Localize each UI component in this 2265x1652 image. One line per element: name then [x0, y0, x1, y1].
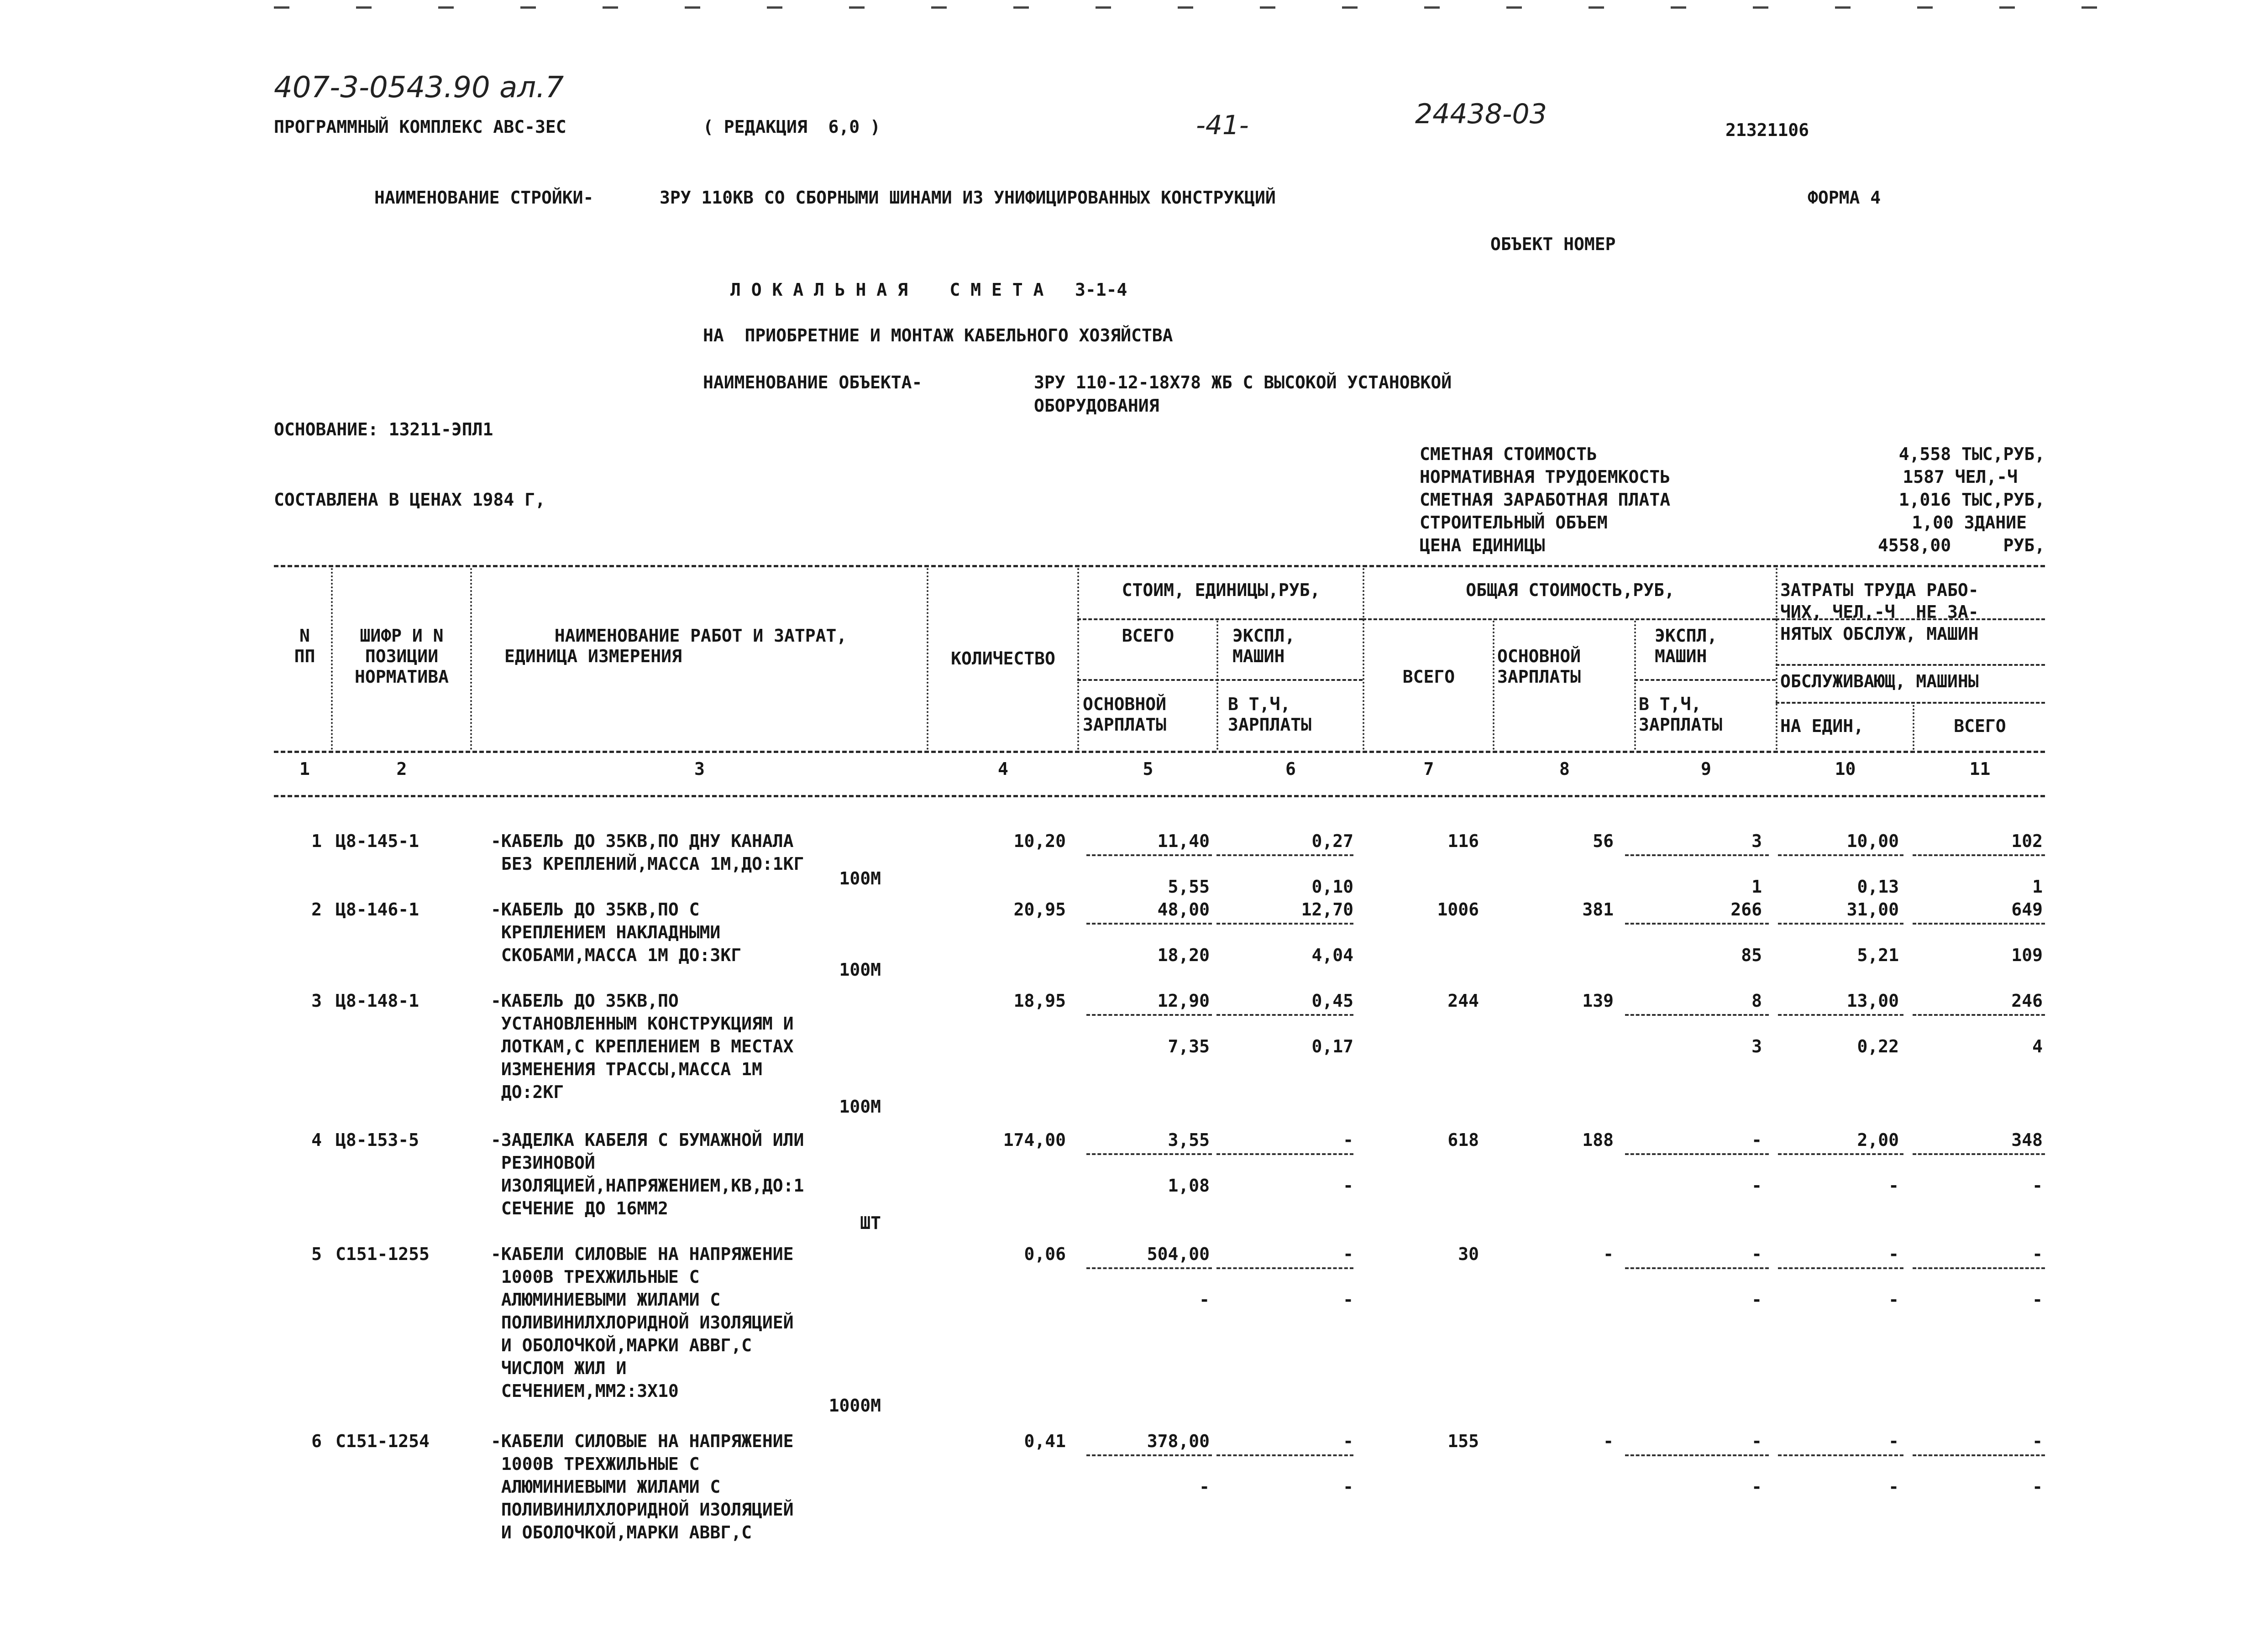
row-qty: 0,41 [1024, 1431, 1066, 1451]
col-header-c11: ВСЕГО [1954, 716, 2006, 736]
value-separator [1086, 923, 1212, 925]
col-divider [1493, 621, 1494, 750]
handwritten-doc-code: 407-3-0543.90 ал.7 [274, 71, 564, 105]
row-c9b: - [1751, 1477, 1762, 1497]
object-number: ОБЪЕКТ НОМЕР [1490, 234, 1616, 254]
row-description: БЕЗ КРЕПЛЕНИЙ,МАССА 1М,ДО:1КГ [491, 854, 804, 874]
row-c6b: 4,04 [1311, 945, 1353, 965]
perforation-mark [603, 6, 618, 9]
col-header-name: НАИМЕНОВАНИЕ РАБОТ И ЗАТРАТ, [554, 626, 847, 646]
row-c5b: - [1199, 1290, 1210, 1310]
value-separator [1778, 1267, 1903, 1269]
col-header-c9: ЗАРПЛАТЫ [1639, 715, 1723, 735]
col-divider [1634, 621, 1636, 750]
row-c10b: 0,22 [1857, 1036, 1899, 1056]
row-code: Ц8-145-1 [336, 831, 419, 851]
row-c6b: - [1343, 1477, 1353, 1497]
row-c6b: 0,17 [1311, 1036, 1353, 1056]
perforation-mark [438, 6, 454, 9]
summary-value: 1587 ЧЕЛ,-Ч [1903, 467, 2018, 487]
value-separator [1913, 854, 2045, 856]
row-c10b: - [1888, 1290, 1899, 1310]
row-c5: 12,90 [1157, 991, 1210, 1011]
row-qty: 18,95 [1013, 991, 1066, 1011]
row-description: ПОЛИВИНИЛХЛОРИДНОЙ ИЗОЛЯЦИЕЙ [491, 1500, 794, 1520]
perforation-mark [1753, 6, 1768, 9]
row-description: 1000В ТРЕХЖИЛЬНЫЕ С [491, 1267, 700, 1287]
perforation-mark [520, 6, 536, 9]
column-numbers-rule [274, 795, 2045, 797]
row-c5: 48,00 [1157, 899, 1210, 920]
row-c9b: 85 [1741, 945, 1762, 965]
summary-value: 4558,00 РУБ, [1877, 535, 2045, 555]
col-divider [1363, 568, 1364, 750]
document-id: 21321106 [1725, 120, 1809, 140]
value-separator [1625, 1454, 1769, 1456]
row-unit: 100М [839, 960, 881, 980]
form-number: ФОРМА 4 [1808, 188, 1881, 208]
row-c6b: - [1343, 1176, 1353, 1196]
row-description: ИЗОЛЯЦИЕЙ,НАПРЯЖЕНИЕМ,КВ,ДО:1 [491, 1176, 804, 1196]
row-code: С151-1255 [336, 1244, 430, 1264]
value-separator [1778, 923, 1903, 925]
row-description: И ОБОЛОЧКОЙ,МАРКИ АВВГ,С [491, 1522, 752, 1542]
value-separator [1216, 854, 1353, 856]
column-number: 3 [694, 759, 705, 779]
basis: ОСНОВАНИЕ: 13211-ЭПЛ1 [274, 419, 493, 439]
header-rule-unitcost-2 [1077, 679, 1363, 681]
row-code: Ц8-153-5 [336, 1130, 419, 1150]
perforation-mark [1342, 6, 1358, 9]
row-c6: - [1343, 1244, 1353, 1264]
row-description: ИЗМЕНЕНИЯ ТРАССЫ,МАССА 1М [491, 1059, 762, 1079]
row-description: УСТАНОВЛЕННЫМ КОНСТРУКЦИЯМ И [491, 1014, 794, 1034]
row-c5: 11,40 [1157, 831, 1210, 851]
summary-value: 1,016 ТЫС,РУБ, [1898, 490, 2045, 510]
col-header-c5: ВСЕГО [1122, 626, 1174, 646]
col-header-c7: ВСЕГО [1402, 667, 1455, 687]
row-description: -ЗАДЕЛКА КАБЕЛЯ С БУМАЖНОЙ ИЛИ [491, 1130, 804, 1150]
row-c10b: 0,13 [1857, 877, 1899, 897]
value-separator [1086, 1454, 1212, 1456]
value-separator [1216, 1153, 1353, 1155]
summary-label: СМЕТНАЯ СТОИМОСТЬ [1420, 444, 1597, 464]
row-c11: 246 [2011, 991, 2043, 1011]
col-header-labor: ОБСЛУЖИВАЮЩ, МАШИНЫ [1780, 671, 1979, 691]
column-number: 1 [299, 759, 310, 779]
row-number: 6 [311, 1431, 322, 1451]
row-c7: 1006 [1437, 899, 1479, 920]
row-c11: 649 [2011, 899, 2043, 920]
row-c8: - [1603, 1244, 1614, 1264]
value-separator [1216, 1454, 1353, 1456]
row-c11: 102 [2011, 831, 2043, 851]
row-c10b: 5,21 [1857, 945, 1899, 965]
object-name-line1: ЗРУ 110-12-18Х78 ЖБ С ВЫСОКОЙ УСТАНОВКОЙ [1034, 372, 1452, 392]
row-c10: 31,00 [1846, 899, 1899, 920]
row-number: 2 [311, 899, 322, 920]
column-number: 5 [1143, 759, 1153, 779]
row-description: РЕЗИНОВОЙ [491, 1153, 595, 1173]
value-separator [1625, 1267, 1769, 1269]
row-c7: 618 [1447, 1130, 1479, 1150]
row-c11b: - [2032, 1290, 2043, 1310]
object-label: НАИМЕНОВАНИЕ ОБЪЕКТА- [703, 372, 923, 392]
row-c11: - [2032, 1431, 2043, 1451]
row-description: 1000В ТРЕХЖИЛЬНЫЕ С [491, 1454, 700, 1474]
header-rule-c9 [1634, 679, 1776, 681]
row-description: КРЕПЛЕНИЕМ НАКЛАДНЫМИ [491, 922, 721, 942]
row-c11b: 109 [2011, 945, 2043, 965]
row-c11b: - [2032, 1477, 2043, 1497]
row-c10: - [1888, 1244, 1899, 1264]
estimate-title: Л О К А Л Ь Н А Я С М Е Т А 3-1-4 [730, 280, 1127, 300]
header-rule-unitcost [1077, 618, 1363, 620]
row-c9b: - [1751, 1290, 1762, 1310]
perforation-mark [767, 6, 782, 9]
row-description: ДО:2КГ [491, 1082, 564, 1102]
row-description: АЛЮМИНИЕВЫМИ ЖИЛАМИ С [491, 1290, 721, 1310]
col-header-c8: ЗАРПЛАТЫ [1497, 667, 1581, 687]
col-header-c8: ОСНОВНОЙ [1497, 646, 1581, 666]
summary-value: 4,558 ТЫС,РУБ, [1898, 444, 2045, 464]
perforation-mark [849, 6, 865, 9]
row-c5b: 7,35 [1168, 1036, 1210, 1056]
row-description: -КАБЕЛИ СИЛОВЫЕ НА НАПРЯЖЕНИЕ [491, 1244, 794, 1264]
row-qty: 174,00 [1003, 1130, 1066, 1150]
row-code: Ц8-146-1 [336, 899, 419, 920]
row-description: СЕЧЕНИЕМ,ММ2:3Х10 [491, 1381, 679, 1401]
estimate-subtitle: НА ПРИОБРЕТНИЕ И МОНТАЖ КАБЕЛЬНОГО ХОЗЯЙСТВА [703, 325, 1173, 345]
summary-value: 1,00 ЗДАНИЕ [1912, 512, 2027, 533]
row-number: 4 [311, 1130, 322, 1150]
row-c7: 244 [1447, 991, 1479, 1011]
row-c7: 30 [1458, 1244, 1479, 1264]
col-header-code: НОРМАТИВА [355, 667, 449, 687]
row-c5b: - [1199, 1477, 1210, 1497]
col-header-c9: МАШИН [1655, 646, 1707, 666]
construction-label: НАИМЕНОВАНИЕ СТРОЙКИ- [374, 188, 594, 208]
header-rule-totalcost [1363, 618, 1776, 620]
header-bottom-rule [274, 751, 2045, 753]
col-header-code: ШИФР И N [360, 626, 444, 646]
row-unit: 100М [839, 1097, 881, 1117]
col-header-n: ПП [294, 646, 315, 666]
table-top-rule [274, 565, 2045, 567]
row-c8: 188 [1582, 1130, 1614, 1150]
perforation-mark [1917, 6, 1933, 9]
value-separator [1086, 1153, 1212, 1155]
value-separator [1216, 923, 1353, 925]
row-unit: 1000М [828, 1396, 881, 1416]
col-divider [1776, 568, 1777, 750]
row-c6: 12,70 [1301, 899, 1353, 920]
program-name: ПРОГРАММНЫЙ КОМПЛЕКС АВС-3ЕС [274, 117, 566, 137]
col-header-c10: НА ЕДИН, [1780, 716, 1864, 736]
col-header-labor: НЯТЫХ ОБСЛУЖ, МАШИН [1780, 624, 1979, 644]
row-c8: - [1603, 1431, 1614, 1451]
row-c6: 0,27 [1311, 831, 1353, 851]
row-description: -КАБЕЛЬ ДО 35КВ,ПО [491, 991, 679, 1011]
value-separator [1913, 923, 2045, 925]
value-separator [1086, 1014, 1212, 1016]
row-c5b: 18,20 [1157, 945, 1210, 965]
col-header-c6: МАШИН [1232, 646, 1285, 666]
perforation-mark [1424, 6, 1440, 9]
value-separator [1216, 1014, 1353, 1016]
col-divider [927, 568, 928, 750]
perforation-mark [274, 6, 289, 9]
perforation-mark [1260, 6, 1275, 9]
column-number: 2 [396, 759, 407, 779]
col-header-unit-cost: СТОИМ, ЕДИНИЦЫ,РУБ, [1122, 580, 1321, 600]
row-c11b: 4 [2032, 1036, 2043, 1056]
value-separator [1625, 1153, 1769, 1155]
row-c9: 8 [1751, 991, 1762, 1011]
row-c9b: 1 [1751, 877, 1762, 897]
value-separator [1778, 1153, 1903, 1155]
col-header-c6: В Т,Ч, [1228, 694, 1291, 714]
row-c8: 139 [1582, 991, 1614, 1011]
value-separator [1625, 923, 1769, 925]
perforation-mark [1096, 6, 1111, 9]
row-number: 3 [311, 991, 322, 1011]
col-header-code: ПОЗИЦИИ [365, 646, 439, 666]
row-description: ЧИСЛОМ ЖИЛ И [491, 1358, 627, 1378]
value-separator [1216, 1267, 1353, 1269]
row-unit: ШТ [860, 1213, 881, 1233]
value-separator [1086, 854, 1212, 856]
col-header-c6: ЭКСПЛ, [1232, 626, 1295, 646]
row-c9b: - [1751, 1176, 1762, 1196]
value-separator [1625, 854, 1769, 856]
value-separator [1913, 1014, 2045, 1016]
column-number: 7 [1423, 759, 1434, 779]
object-name-line2: ОБОРУДОВАНИЯ [1034, 396, 1159, 416]
row-c7: 116 [1447, 831, 1479, 851]
col-header-c5: ОСНОВНОЙ [1083, 694, 1167, 714]
row-c5b: 5,55 [1168, 877, 1210, 897]
perforation-mark [685, 6, 700, 9]
col-header-c9: ЭКСПЛ, [1655, 626, 1718, 646]
value-separator [1778, 854, 1903, 856]
row-c6: - [1343, 1130, 1353, 1150]
row-c6: 0,45 [1311, 991, 1353, 1011]
row-c11b: - [2032, 1176, 2043, 1196]
row-c8: 56 [1593, 831, 1614, 851]
column-number: 8 [1559, 759, 1570, 779]
row-qty: 0,06 [1024, 1244, 1066, 1264]
col-divider [470, 568, 472, 750]
row-description: АЛЮМИНИЕВЫМИ ЖИЛАМИ С [491, 1477, 721, 1497]
row-c7: 155 [1447, 1431, 1479, 1451]
value-separator [1913, 1153, 2045, 1155]
perforation-mark [1671, 6, 1686, 9]
header-rule-labor-2 [1776, 664, 2045, 666]
col-header-labor: ЗАТРАТЫ ТРУДА РАБО- [1780, 580, 1979, 600]
perforation-mark [356, 6, 372, 9]
summary-label: СМЕТНАЯ ЗАРАБОТНАЯ ПЛАТА [1420, 490, 1671, 510]
row-qty: 20,95 [1013, 899, 1066, 920]
row-qty: 10,20 [1013, 831, 1066, 851]
value-separator [1778, 1014, 1903, 1016]
header-rule-labor-3 [1776, 702, 2045, 704]
perforation-mark [2081, 6, 2097, 9]
row-c9: 266 [1730, 899, 1762, 920]
row-c10: - [1888, 1431, 1899, 1451]
col-divider [1077, 568, 1079, 750]
row-description: -КАБЕЛЬ ДО 35КВ,ПО ДНУ КАНАЛА [491, 831, 794, 851]
row-code: С151-1254 [336, 1431, 430, 1451]
summary-label: СТРОИТЕЛЬНЫЙ ОБЪЕМ [1420, 512, 1608, 533]
col-header-name: ЕДИНИЦА ИЗМЕРЕНИЯ [504, 646, 682, 666]
row-description: СЕЧЕНИЕ ДО 16ММ2 [491, 1198, 668, 1218]
value-separator [1913, 1267, 2045, 1269]
handwritten-project-code: 24438-03 [1415, 98, 1547, 130]
row-c6b: 0,10 [1311, 877, 1353, 897]
row-description: ПОЛИВИНИЛХЛОРИДНОЙ ИЗОЛЯЦИЕЙ [491, 1312, 794, 1333]
value-separator [1625, 1014, 1769, 1016]
col-header-n: N [299, 626, 310, 646]
row-c11: 348 [2011, 1130, 2043, 1150]
row-c9: 3 [1751, 831, 1762, 851]
row-unit: 100М [839, 868, 881, 889]
col-header-c5: ЗАРПЛАТЫ [1083, 715, 1167, 735]
row-c11b: 1 [2032, 877, 2043, 897]
col-header-quantity: КОЛИЧЕСТВО [951, 648, 1055, 669]
construction-name: ЗРУ 110КВ СО СБОРНЫМИ ШИНАМИ ИЗ УНИФИЦИРОВАННЫХ КОНСТРУКЦИЙ [660, 188, 1276, 208]
perforation-mark [1835, 6, 1851, 9]
row-c5: 3,55 [1168, 1130, 1210, 1150]
row-c9: - [1751, 1130, 1762, 1150]
row-c6: - [1343, 1431, 1353, 1451]
row-c5: 378,00 [1147, 1431, 1210, 1451]
perforation-mark [1506, 6, 1522, 9]
row-c5b: 1,08 [1168, 1176, 1210, 1196]
row-c10b: - [1888, 1176, 1899, 1196]
row-number: 1 [311, 831, 322, 851]
row-c10: 13,00 [1846, 991, 1899, 1011]
column-number: 9 [1701, 759, 1711, 779]
col-divider [1913, 705, 1914, 750]
col-header-labor: ЧИХ, ЧЕЛ,-Ч НЕ ЗА- [1780, 602, 1979, 622]
row-c6b: - [1343, 1290, 1353, 1310]
price-level: СОСТАВЛЕНА В ЦЕНАХ 1984 Г, [274, 490, 545, 510]
row-code: Ц8-148-1 [336, 991, 419, 1011]
row-c10b: - [1888, 1477, 1899, 1497]
perforation-mark [1013, 6, 1029, 9]
value-separator [1913, 1454, 2045, 1456]
row-c9: - [1751, 1244, 1762, 1264]
row-c5: 504,00 [1147, 1244, 1210, 1264]
perforation-mark [1178, 6, 1193, 9]
handwritten-page-number: -41- [1196, 110, 1249, 141]
summary-label: НОРМАТИВНАЯ ТРУДОЕМКОСТЬ [1420, 467, 1671, 487]
col-header-c6: ЗАРПЛАТЫ [1228, 715, 1312, 735]
row-c8: 381 [1582, 899, 1614, 920]
col-header-total-cost: ОБЩАЯ СТОИМОСТЬ,РУБ, [1466, 580, 1675, 600]
perforation-mark [1589, 6, 1604, 9]
edition: ( РЕДАКЦИЯ 6,0 ) [703, 117, 881, 137]
row-c9: - [1751, 1431, 1762, 1451]
perforation-mark [931, 6, 947, 9]
row-description: СКОБАМИ,МАССА 1М ДО:3КГ [491, 945, 742, 965]
row-description: -КАБЕЛИ СИЛОВЫЕ НА НАПРЯЖЕНИЕ [491, 1431, 794, 1451]
perforation-mark [1999, 6, 2015, 9]
col-divider [1216, 621, 1218, 750]
row-description: И ОБОЛОЧКОЙ,МАРКИ АВВГ,С [491, 1335, 752, 1355]
row-c10: 10,00 [1846, 831, 1899, 851]
row-number: 5 [311, 1244, 322, 1264]
column-number: 11 [1969, 759, 1991, 779]
column-number: 4 [998, 759, 1008, 779]
row-c9b: 3 [1751, 1036, 1762, 1056]
summary-label: ЦЕНА ЕДИНИЦЫ [1420, 535, 1545, 555]
row-c10: 2,00 [1857, 1130, 1899, 1150]
value-separator [1778, 1454, 1903, 1456]
col-header-c9: В Т,Ч, [1639, 694, 1702, 714]
value-separator [1086, 1267, 1212, 1269]
row-description: ЛОТКАМ,С КРЕПЛЕНИЕМ В МЕСТАХ [491, 1036, 794, 1056]
row-c11: - [2032, 1244, 2043, 1264]
column-number: 6 [1285, 759, 1296, 779]
column-number: 10 [1835, 759, 1856, 779]
row-description: -КАБЕЛЬ ДО 35КВ,ПО С [491, 899, 700, 920]
col-divider [331, 568, 333, 750]
